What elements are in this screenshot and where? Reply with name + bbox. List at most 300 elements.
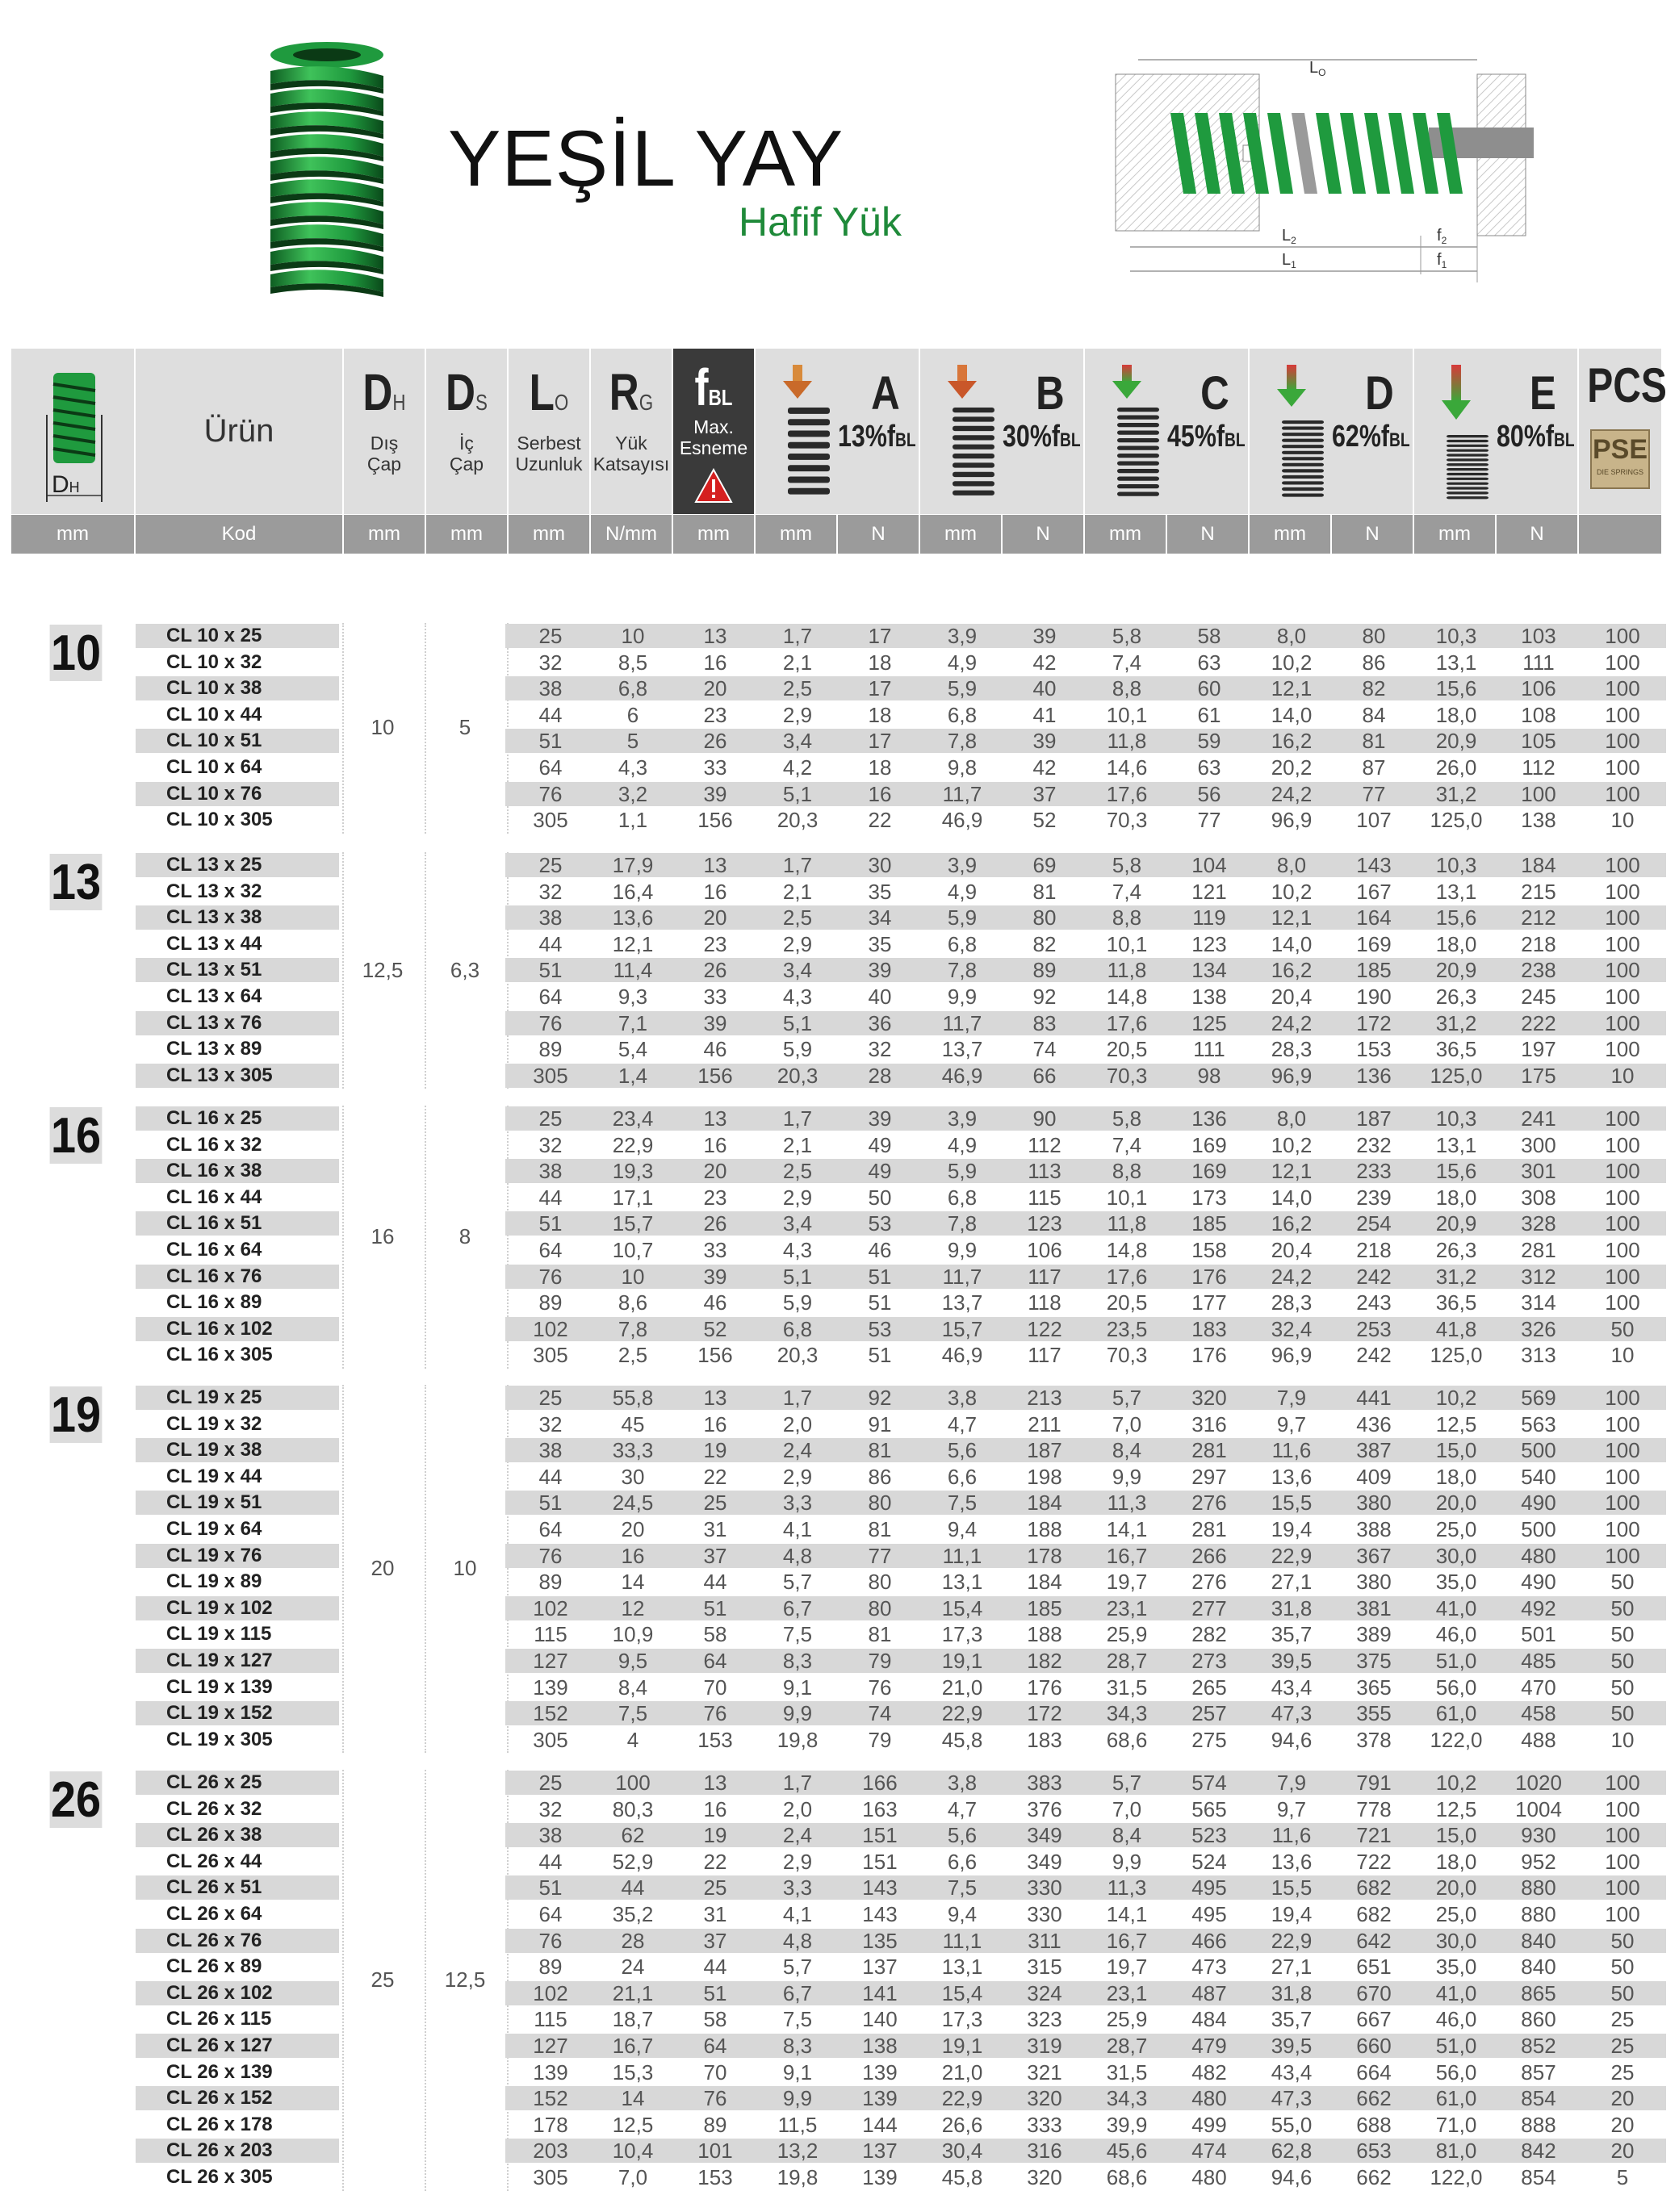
table-cell: 241: [1521, 1106, 1556, 1131]
table-cell: 45,8: [941, 1727, 983, 1752]
table-cell: 10,1: [1106, 702, 1148, 727]
table-cell: 6,8: [618, 676, 648, 701]
table-cell: 52: [703, 1316, 727, 1341]
pse-logo-text: PSE: [1592, 434, 1648, 465]
table-cell: 140: [862, 2007, 898, 2032]
table-cell: 5,6: [947, 1823, 978, 1848]
table-cell: 25,0: [1435, 1517, 1477, 1541]
table-cell: 190: [1356, 985, 1392, 1009]
header-fbl-cell: [673, 349, 754, 514]
table-cell: 125,0: [1430, 808, 1483, 833]
table-cell: 76: [703, 1701, 727, 1726]
product-code: CL 13 x 51: [166, 959, 262, 981]
table-cell: 8,3: [782, 2034, 813, 2058]
table-cell: 39: [703, 781, 727, 806]
table-cell: 642: [1356, 1928, 1392, 1953]
table-cell: 13: [703, 624, 727, 648]
table-cell: 70,3: [1106, 1343, 1148, 1368]
table-cell: 320: [1027, 2165, 1062, 2189]
table-cell: 4,3: [782, 985, 813, 1009]
table-cell: 10,2: [1435, 1386, 1477, 1410]
table-row: [0, 1928, 1679, 1955]
table-cell: 125: [1191, 1010, 1227, 1035]
table-row: [0, 852, 1679, 879]
table-cell: 62: [621, 1823, 645, 1848]
group-badge: 10: [50, 625, 102, 681]
table-cell: 888: [1521, 2112, 1556, 2137]
table-cell: 2,4: [782, 1438, 813, 1463]
dh-icon-sub: H: [69, 479, 80, 496]
table-cell: 26,6: [941, 2112, 983, 2137]
table-cell: 7,8: [947, 729, 978, 754]
table-cell: 14,8: [1106, 1238, 1148, 1262]
table-cell: 102: [533, 1595, 568, 1620]
spring-icon-coil: [1282, 487, 1324, 491]
table-cell: 76: [538, 1543, 563, 1568]
table-cell: 9,9: [1112, 1464, 1142, 1489]
table-cell: 842: [1521, 2139, 1556, 2164]
table-cell: 20: [703, 1159, 727, 1184]
header-d-cell: [1250, 349, 1413, 514]
col-a-letter: A: [871, 367, 900, 420]
product-code: CL 26 x 44: [166, 1850, 262, 1872]
svg-text:L1: $L_1$: [1282, 251, 1296, 270]
table-cell: 20,5: [1106, 1037, 1148, 1062]
table-cell: 5,9: [782, 1290, 813, 1315]
spring-icon-coil: [953, 408, 994, 412]
table-row: [0, 1648, 1679, 1675]
table-cell: 21,1: [612, 1980, 654, 2005]
table-cell: 25: [538, 1386, 563, 1410]
unit-cell: mm: [756, 515, 836, 554]
table-cell: 23,5: [1106, 1316, 1148, 1341]
table-cell: 44: [538, 1849, 563, 1874]
table-cell: 16: [703, 879, 727, 904]
table-cell: 58: [1197, 624, 1221, 648]
table-cell: 239: [1356, 1185, 1392, 1210]
table-cell: 16: [703, 1411, 727, 1436]
table-cell: 38: [538, 1823, 563, 1848]
table-cell: 139: [862, 2086, 898, 2111]
table-cell: 38: [538, 1159, 563, 1184]
dh-caption-1: Dış: [370, 433, 399, 454]
table-cell: 19,4: [1271, 1902, 1313, 1926]
table-cell: 100: [1605, 1517, 1640, 1541]
fbl-caption-2: Esneme: [679, 437, 748, 458]
table-cell: 9,9: [947, 1238, 978, 1262]
table-cell: 100: [1605, 676, 1640, 701]
arrow-down-icon: [1275, 365, 1308, 408]
table-cell: 14: [621, 1570, 645, 1595]
table-cell: 13,1: [941, 1570, 983, 1595]
table-cell: 19,3: [612, 1159, 654, 1184]
spring-icon-coil: [1282, 445, 1324, 448]
table-cell: 69: [1032, 853, 1057, 877]
spring-icon-coil: [1447, 478, 1488, 480]
table-cell: 213: [1027, 1386, 1062, 1410]
outer-diameter-value: 12,5: [362, 957, 404, 982]
table-cell: 791: [1356, 1771, 1392, 1795]
table-cell: 16: [703, 1132, 727, 1157]
table-cell: 316: [1027, 2139, 1062, 2164]
table-cell: 14,1: [1106, 1517, 1148, 1541]
header-dh-icon-cell: [11, 349, 134, 514]
table-cell: 46: [703, 1037, 727, 1062]
diagram-coil: [1364, 113, 1390, 194]
table-cell: 50: [1610, 1928, 1635, 1953]
table-cell: 20,9: [1435, 729, 1477, 754]
table-cell: 182: [1027, 1649, 1062, 1673]
table-cell: 32: [538, 650, 563, 675]
table-cell: 90: [1032, 1106, 1057, 1131]
inner-diameter-value: 8: [458, 1224, 471, 1248]
table-cell: 17,9: [612, 853, 654, 877]
table-cell: 5,7: [782, 1570, 813, 1595]
table-cell: 4,1: [782, 1517, 813, 1541]
table-cell: 211: [1028, 1411, 1061, 1436]
table-cell: 52,9: [612, 1849, 654, 1874]
table-cell: 87: [1362, 755, 1386, 780]
table-cell: 25: [703, 1491, 727, 1516]
table-cell: 34,3: [1106, 2086, 1148, 2111]
table-row: [0, 1036, 1679, 1063]
table-cell: 281: [1191, 1438, 1227, 1463]
table-cell: 172: [1027, 1701, 1062, 1726]
table-cell: 20,9: [1435, 1211, 1477, 1236]
table-cell: 16: [621, 1543, 645, 1568]
table-cell: 11,3: [1107, 1491, 1147, 1516]
table-cell: 9,4: [947, 1902, 978, 1926]
table-cell: 2,9: [782, 1185, 813, 1210]
table-cell: 173: [1191, 1185, 1227, 1210]
table-cell: 100: [1605, 1037, 1640, 1062]
table-cell: 11,4: [613, 958, 653, 983]
table-cell: 39: [868, 958, 892, 983]
table-cell: 74: [868, 1701, 892, 1726]
table-cell: 238: [1521, 958, 1556, 983]
table-cell: 315: [1027, 1955, 1062, 1980]
table-cell: 7,8: [947, 958, 978, 983]
table-cell: 1,7: [782, 1771, 813, 1795]
table-cell: 183: [1027, 1727, 1062, 1752]
table-cell: 301: [1521, 1159, 1556, 1184]
table-cell: 64: [538, 985, 563, 1009]
table-cell: 10,1: [1106, 931, 1148, 956]
dh-caption-2: Çap: [366, 454, 402, 475]
table-cell: 51: [538, 958, 563, 983]
table-cell: 20: [1610, 2086, 1635, 2111]
table-cell: 175: [1521, 1063, 1556, 1088]
table-cell: 45: [621, 1411, 645, 1436]
table-cell: 840: [1521, 1955, 1556, 1980]
table-cell: 169: [1356, 931, 1392, 956]
table-cell: 10: [1610, 808, 1635, 833]
unit-cell: mm: [509, 515, 589, 554]
table-cell: 100: [1605, 1875, 1640, 1900]
table-cell: 383: [1027, 1771, 1062, 1795]
ds-caption-2: Çap: [449, 454, 484, 475]
table-cell: 37: [703, 1543, 727, 1568]
table-row: [0, 1010, 1679, 1037]
table-cell: 32: [538, 1411, 563, 1436]
table-cell: 144: [862, 2112, 898, 2137]
table-cell: 10,9: [612, 1622, 654, 1647]
table-cell: 47,3: [1271, 2086, 1313, 2111]
table-cell: 10,7: [612, 1238, 654, 1262]
table-cell: 10: [1610, 1343, 1635, 1368]
table-cell: 37: [1032, 781, 1057, 806]
table-cell: 100: [1605, 755, 1640, 780]
table-cell: 860: [1521, 2007, 1556, 2032]
table-cell: 13,6: [1271, 1464, 1313, 1489]
table-cell: 184: [1521, 853, 1556, 877]
table-cell: 3,4: [782, 958, 813, 983]
table-cell: 68,6: [1106, 1727, 1148, 1752]
product-code: CL 19 x 32: [166, 1412, 262, 1435]
table-cell: 62,8: [1271, 2139, 1313, 2164]
table-cell: 2,5: [618, 1343, 648, 1368]
svg-text:LO: $L_O$: [1309, 59, 1326, 78]
table-cell: 17,3: [941, 2007, 983, 2032]
table-cell: 86: [868, 1464, 892, 1489]
table-row: [0, 1158, 1679, 1185]
table-cell: 169: [1191, 1159, 1227, 1184]
table-cell: 127: [533, 2034, 568, 2058]
table-cell: 487: [1191, 1980, 1227, 2005]
table-cell: 70,3: [1106, 1063, 1148, 1088]
table-cell: 123: [1027, 1211, 1062, 1236]
table-cell: 169: [1191, 1132, 1227, 1157]
col-b-pct: 30%f: [1003, 420, 1060, 454]
table-cell: 40: [868, 985, 892, 1009]
table-cell: 30,4: [941, 2139, 983, 2164]
table-row: [0, 1954, 1679, 1980]
table-cell: 23,1: [1106, 1595, 1148, 1620]
table-cell: 5: [626, 729, 639, 754]
table-row: [0, 1132, 1679, 1159]
table-cell: 51: [538, 1875, 563, 1900]
table-cell: 23: [703, 931, 727, 956]
table-cell: 4: [626, 1727, 639, 1752]
table-cell: 84: [1362, 702, 1386, 727]
table-row: [0, 650, 1679, 676]
table-row: [0, 1675, 1679, 1701]
header-product-cell: [136, 349, 342, 514]
table-cell: 77: [1197, 808, 1221, 833]
table-cell: 81,0: [1435, 2139, 1477, 2164]
table-header: [11, 349, 1666, 555]
unit-cell: Kod: [136, 515, 342, 554]
table-cell: 34: [868, 905, 892, 930]
table-cell: 4,9: [947, 1132, 978, 1157]
table-cell: 22,9: [1271, 1543, 1313, 1568]
table-cell: 15,6: [1435, 1159, 1477, 1184]
table-cell: 52: [1032, 808, 1057, 833]
table-cell: 480: [1191, 2086, 1227, 2111]
table-cell: 8,8: [1112, 905, 1142, 930]
table-cell: 79: [868, 1727, 892, 1752]
table-cell: 11,6: [1271, 1438, 1312, 1463]
table-cell: 92: [1032, 985, 1057, 1009]
table-cell: 330: [1027, 1902, 1062, 1926]
spring-icon-coil: [1282, 451, 1324, 454]
table-cell: 6: [626, 702, 639, 727]
table-cell: 9,1: [782, 2059, 813, 2084]
table-cell: 125,0: [1430, 1343, 1483, 1368]
table-cell: 215: [1521, 879, 1556, 904]
table-cell: 31,5: [1106, 2059, 1148, 2084]
table-cell: 139: [533, 2059, 568, 2084]
table-row: [0, 2006, 1679, 2033]
table-cell: 74: [1032, 1037, 1057, 1062]
spring-icon: [949, 405, 998, 502]
table-cell: 49: [868, 1132, 892, 1157]
unit-cell: N: [1497, 515, 1577, 554]
table-cell: 27,1: [1271, 1955, 1313, 1980]
table-cell: 164: [1356, 905, 1392, 930]
spring-icon-coil: [1117, 462, 1159, 466]
table-cell: 94,6: [1271, 2165, 1313, 2189]
table-cell: 305: [533, 2165, 568, 2189]
table-cell: 125,0: [1430, 1063, 1483, 1088]
table-cell: 106: [1521, 676, 1556, 701]
table-cell: 6,7: [782, 1980, 813, 2005]
table-cell: 282: [1191, 1622, 1227, 1647]
table-cell: 64: [703, 2034, 727, 2058]
table-cell: 22: [868, 808, 892, 833]
table-cell: 96,9: [1271, 808, 1313, 833]
svg-text:f1: $f_1$: [1437, 251, 1447, 270]
table-cell: 39: [1032, 624, 1057, 648]
table-cell: 58: [703, 2007, 727, 2032]
table-cell: 51,0: [1435, 1649, 1477, 1673]
table-cell: 44: [538, 1185, 563, 1210]
table-cell: 15,3: [612, 2059, 654, 2084]
table-cell: 7,5: [782, 2007, 813, 2032]
table-cell: 276: [1191, 1491, 1227, 1516]
spring-icon-coil: [1117, 492, 1159, 496]
table-cell: 60: [1197, 676, 1221, 701]
table-cell: 42: [1032, 755, 1057, 780]
table-cell: 13: [703, 1106, 727, 1131]
col-d-pct: 62%f: [1332, 420, 1389, 454]
header-rg-cell: [591, 349, 672, 514]
product-code: CL 19 x 76: [166, 1544, 262, 1566]
table-row: [0, 1901, 1679, 1928]
table-cell: 185: [1027, 1595, 1062, 1620]
table-cell: 50: [1610, 1649, 1635, 1673]
product-code: CL 13 x 44: [166, 932, 262, 955]
table-cell: 388: [1356, 1517, 1392, 1541]
table-cell: 100: [1605, 1491, 1640, 1516]
col-e-letter: E: [1529, 367, 1556, 420]
table-cell: 441: [1356, 1386, 1392, 1410]
table-cell: 113: [1028, 1159, 1061, 1184]
table-cell: 20,9: [1435, 958, 1477, 983]
product-code: CL 10 x 305: [166, 809, 273, 831]
table-cell: 118: [1028, 1290, 1061, 1315]
table-cell: 11,1: [942, 1543, 982, 1568]
table-cell: 15,0: [1435, 1438, 1477, 1463]
table-cell: 102: [533, 1316, 568, 1341]
table-cell: 1020: [1515, 1771, 1562, 1795]
table-cell: 51: [868, 1290, 892, 1315]
table-cell: 3,2: [618, 781, 648, 806]
table-cell: 381: [1356, 1595, 1392, 1620]
table-cell: 18: [868, 755, 892, 780]
spring-icon-coil: [1117, 431, 1159, 435]
inner-diameter-value: 5: [458, 715, 471, 740]
table-row: [0, 957, 1679, 984]
table-cell: 6,6: [947, 1464, 978, 1489]
table-cell: 254: [1356, 1211, 1392, 1236]
ds-symbol: D: [446, 363, 476, 421]
table-cell: 9,9: [1112, 1849, 1142, 1874]
table-row: [0, 905, 1679, 931]
diagram-coil: [1316, 113, 1342, 194]
table-cell: 68,6: [1106, 2165, 1148, 2189]
table-cell: 4,8: [782, 1543, 813, 1568]
spring-icon-coil: [1117, 438, 1159, 442]
product-code: CL 13 x 38: [166, 906, 262, 929]
table-cell: 563: [1521, 1411, 1556, 1436]
table-cell: 485: [1521, 1649, 1556, 1673]
table-cell: 253: [1356, 1316, 1392, 1341]
table-cell: 56: [1197, 781, 1221, 806]
table-cell: 100: [1605, 1264, 1640, 1289]
table-cell: 80: [868, 1570, 892, 1595]
table-cell: 930: [1521, 1823, 1556, 1848]
table-cell: 153: [1356, 1037, 1392, 1062]
table-cell: 474: [1191, 2139, 1227, 2164]
table-cell: 10,2: [1271, 879, 1313, 904]
table-cell: 688: [1356, 2112, 1392, 2137]
diagram-coil: [1340, 113, 1366, 194]
table-cell: 26,3: [1435, 1238, 1477, 1262]
table-cell: 470: [1521, 1675, 1556, 1700]
table-cell: 11,7: [942, 1010, 982, 1035]
table-cell: 349: [1027, 1823, 1062, 1848]
table-cell: 14,0: [1271, 931, 1313, 956]
table-cell: 9,3: [618, 985, 648, 1009]
table-cell: 28,3: [1271, 1037, 1313, 1062]
table-cell: 2,5: [782, 905, 813, 930]
table-cell: 4,9: [947, 879, 978, 904]
table-cell: 3,9: [947, 624, 978, 648]
table-cell: 18: [868, 650, 892, 675]
table-cell: 500: [1521, 1438, 1556, 1463]
table-cell: 257: [1191, 1701, 1227, 1726]
table-cell: 13,2: [777, 2139, 819, 2164]
table-cell: 323: [1027, 2007, 1062, 2032]
product-code: CL 26 x 38: [166, 1824, 262, 1846]
table-cell: 152: [533, 1701, 568, 1726]
table-cell: 33: [703, 1238, 727, 1262]
table-cell: 63: [1197, 650, 1221, 675]
table-cell: 660: [1356, 2034, 1392, 2058]
table-cell: 111: [1522, 650, 1555, 675]
table-cell: 10,2: [1271, 1132, 1313, 1157]
table-cell: 25: [538, 853, 563, 877]
table-cell: 24,2: [1271, 1264, 1313, 1289]
spring-icon-coil: [1282, 439, 1324, 442]
table-cell: 30: [868, 853, 892, 877]
table-cell: 51: [703, 1980, 727, 2005]
table-cell: 242: [1356, 1343, 1392, 1368]
spring-icon-coil: [1282, 463, 1324, 466]
table-cell: 112: [1028, 1132, 1061, 1157]
table-cell: 80: [868, 1491, 892, 1516]
